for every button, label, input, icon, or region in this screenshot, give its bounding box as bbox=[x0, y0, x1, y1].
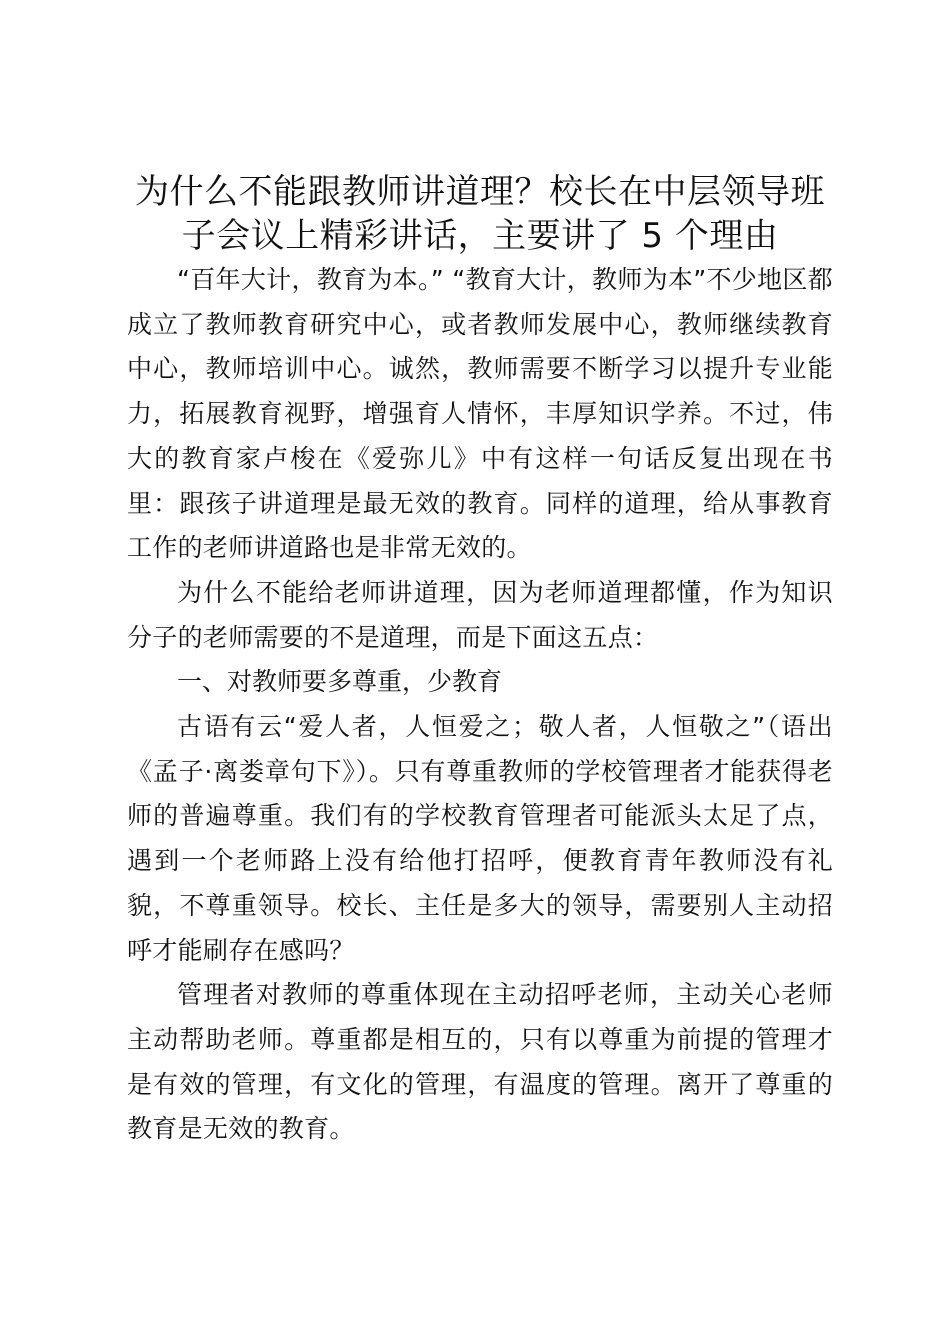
document-page bbox=[127, 170, 833, 1152]
document-title: 为什么不能跟教师讲道理？校长在中层领导班子会议上精彩讲话，主要讲了 5 个理由 bbox=[135, 172, 825, 256]
section-heading-respect: 一、对教师要多尊重，少教育 bbox=[177, 667, 503, 697]
paragraph-respect: 管理者对教师的尊重体现在主动招呼老师，主动关心老师主动帮助老师。尊重都是相互的，只有以尊重为前提的管理才是有效的管理，有文化的管理，有温度的管理。离开了尊重的教育是无效的教育。 bbox=[127, 980, 833, 1144]
paragraph-quote: 古语有云“爱人者，人恒爱之；敬人者，人恒敬之”（语出《孟子·离娄章句下》）。只有尊重教师的学校管理者才能获得老师的普遍尊重。我们有的学校教育管理者可能派头太足了点，遇到一个老师路上没有给他打招呼，便教育青年教师没有礼貌，不尊重领导。校长、主任是多大的领导，需要别人主动招呼才能刷存在感吗？ bbox=[127, 712, 833, 965]
paragraph-why: 为什么不能给老师讲道理，因为老师道理都懂，作为知识分子的老师需要的不是道理，而是下面这五点： bbox=[127, 577, 833, 652]
paragraph-intro: “百年大计，教育为本。” “教育大计，教师为本”不少地区都成立了教师教育研究中心，或者教师发展中心，教师继续教育中心，教师培训中心。诚然，教师需要不断学习以提升专业能力，拓展教育视野，增强育人情怀，丰厚知识学养。不过，伟大的教育家卢梭在《爱弥儿》中有这样一句话反复出现在书里：跟孩子讲道理是最无效的教育。同样的道理，给从事教育工作的老师讲道路也是非常无效的。 bbox=[127, 265, 833, 563]
